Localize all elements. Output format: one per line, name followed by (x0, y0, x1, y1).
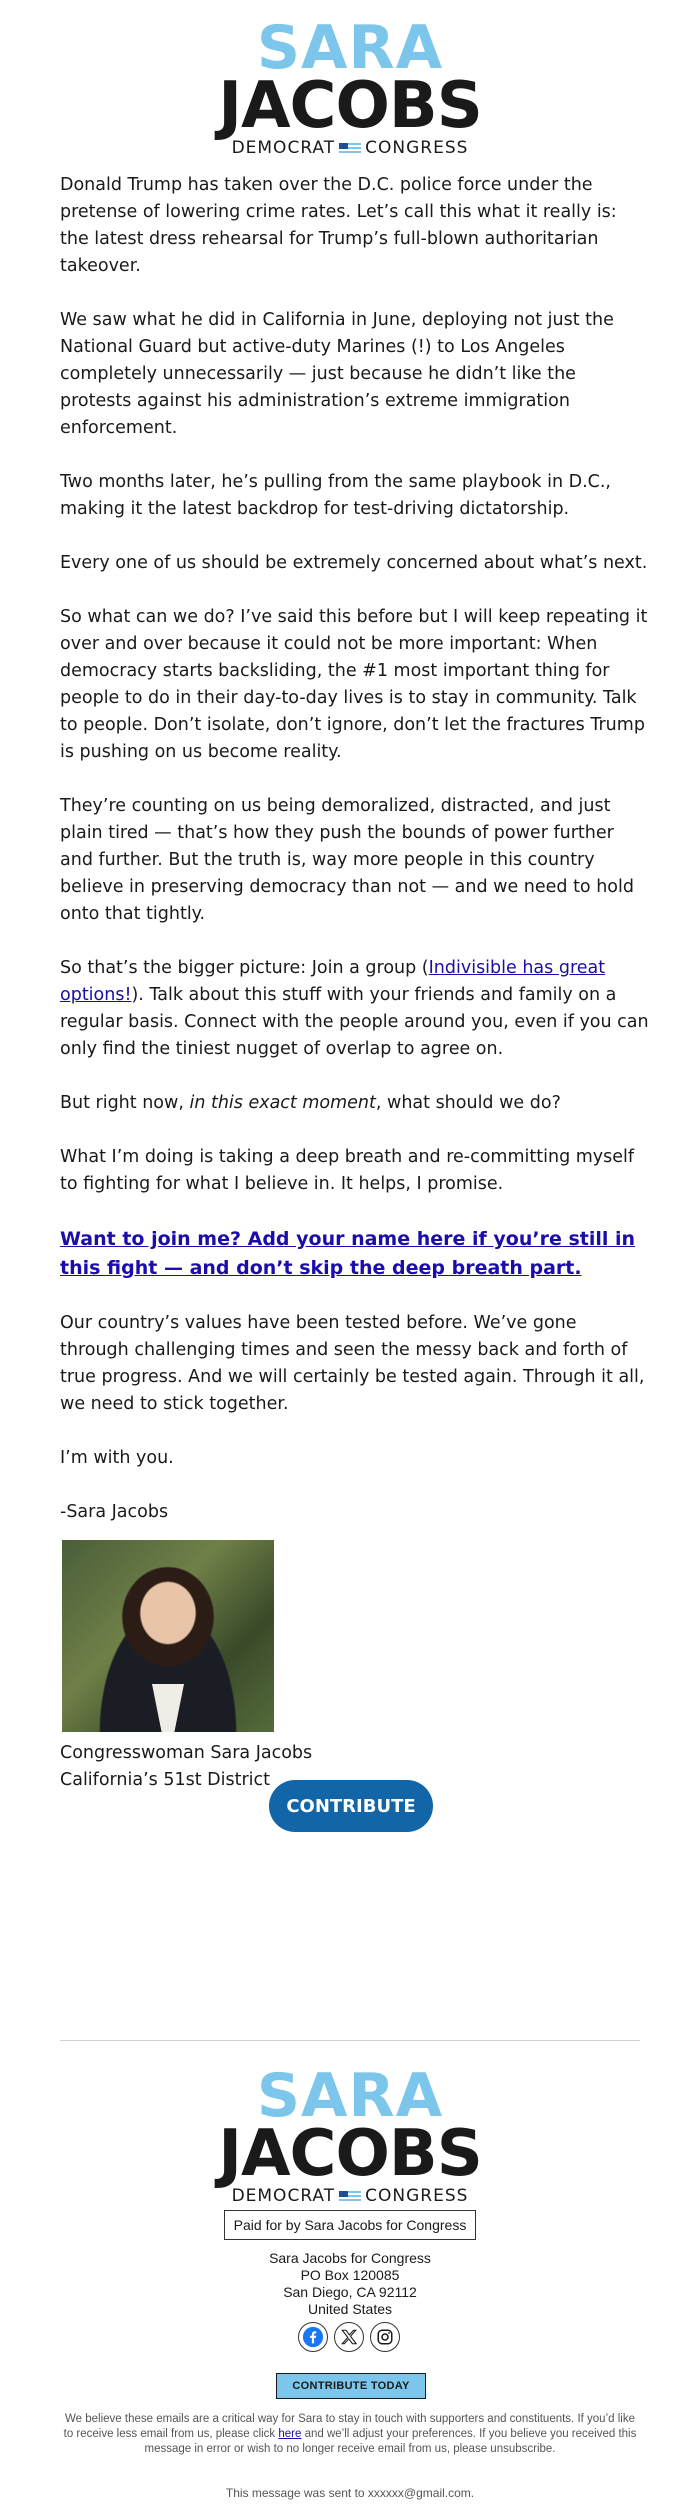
logo-tagline (0, 140, 700, 157)
note-start: We believe these emails are a critical way for Sara to stay in touch with supporters and constituents. If you’d like to receive less email from us, please click (63, 2413, 635, 2440)
contribute-today-button[interactable]: CONTRIBUTE TODAY (276, 2373, 426, 2399)
note-end: and we’ll adjust your preferences. If you believe you received this message in error or wish to no longer receive email from us, please unsubscribe. (144, 2428, 637, 2455)
address-line: United States (307, 2301, 393, 2317)
paragraph-1: Donald Trump has taken over the D.C. police force under the pretense of lowering crime rates. Let’s call this what it really is: the latest dress rehearsal for Trump’s full-blown authoritarian takeover. (60, 175, 617, 276)
paragraph-4: Every one of us should be extremely concerned about what’s next. (60, 553, 648, 573)
logo-left-word: DEMOCRAT (231, 138, 336, 158)
footer-logo[interactable] (0, 2061, 700, 2206)
instagram-icon[interactable] (370, 2322, 400, 2352)
caption-name: Congresswoman Sara Jacobs (60, 1743, 313, 1763)
paragraph-5: So what can we do? I’ve said this before but I will keep repeating it over and over because it could not be more important: When democracy starts backsliding, the #1 most important thing for people to do in their day-to-day lives is to stay in community. Talk to people. Don’t isolate, don’t ignore, don’t let the fractures Trump is pushing on us become reality. (60, 607, 648, 762)
sent-to-label: This message was sent to (225, 2486, 368, 2500)
x-icon[interactable] (334, 2322, 364, 2352)
contribute-button[interactable]: CONTRIBUTE (269, 1780, 433, 1832)
add-name-link[interactable]: Want to join me? Add your name here if you’re still in this fight — and don’t skip the deep breath part. (60, 1228, 636, 1279)
paragraph-10: Our country’s values have been tested before. We’ve gone through challenging times and seen the messy back and forth of true progress. And we will certainly be tested again. Through it all, we need to stick together. (60, 1313, 645, 1414)
indivisible-link[interactable]: Indivisible has great options! (60, 958, 606, 1005)
flag-icon (339, 2191, 361, 2203)
email-preferences-note (60, 2412, 640, 2457)
paragraph-7 (60, 955, 650, 1063)
footer-logo-left-word: DEMOCRAT (231, 2186, 336, 2206)
footer-logo-first-name: SARA (256, 2061, 444, 2131)
address-line: San Diego, CA 92112 (283, 2284, 417, 2300)
paragraph-8-start: But right now, (60, 1093, 190, 1113)
paragraph-11: I’m with you. (60, 1448, 174, 1468)
signature: -Sara Jacobs (60, 1502, 169, 1522)
recipient-email: xxxxxx@gmail.com. (367, 2486, 475, 2500)
flag-icon (339, 143, 361, 155)
caption-district: California’s 51st District (60, 1770, 271, 1790)
header-logo[interactable] (0, 13, 700, 158)
paragraph-9: What I’m doing is taking a deep breath and re-committing myself to fighting for what I believe in. It helps, I promise. (60, 1147, 635, 1194)
sent-to-line (0, 2486, 700, 2500)
email-body (60, 172, 650, 1794)
footer-logo-right-word: CONGRESS (365, 2186, 469, 2206)
logo-right-word: CONGRESS (365, 138, 469, 158)
footer-logo-last-name: JACOBS (218, 2117, 482, 2191)
paid-for-disclaimer: Paid for by Sara Jacobs for Congress (224, 2210, 476, 2240)
address-line: PO Box 120085 (300, 2267, 400, 2283)
paragraph-8-end: , what should we do? (375, 1093, 561, 1113)
paragraph-8 (60, 1090, 650, 1117)
paragraph-6: They’re counting on us being demoralized, distracted, and just plain tired — that’s how they push the bounds of power further and further. But the truth is, way more people in this country believe in preserving democracy than not — and we need to hold onto that tightly. (60, 796, 634, 924)
paragraph-7-start: So that’s the bigger picture: Join a group ( (60, 958, 429, 978)
paragraph-7-end: ). Talk about this stuff with your friends and family on a regular basis. Connect with the people around you, even if you can only find the tiniest nugget of overlap to agree on. (60, 985, 649, 1059)
footer-logo-tagline (0, 2188, 700, 2205)
portrait-photo (62, 1540, 274, 1732)
logo-last-name: JACOBS (218, 69, 482, 143)
mailing-address (0, 2250, 700, 2318)
social-links (298, 2322, 400, 2352)
facebook-icon[interactable] (298, 2322, 328, 2352)
paragraph-8-emphasis: in this exact moment (189, 1093, 376, 1113)
address-line: Sara Jacobs for Congress (269, 2250, 431, 2266)
preferences-link[interactable]: here (278, 2428, 302, 2440)
footer-divider (60, 2040, 640, 2041)
paragraph-2: We saw what he did in California in June, deploying not just the National Guard but active-duty Marines (!) to Los Angeles completely unnecessarily — just because he didn’t like the protests against his administration’s extreme immigration enforcement. (60, 310, 614, 438)
paragraph-3: Two months later, he’s pulling from the same playbook in D.C., making it the latest backdrop for test-driving dictatorship. (60, 472, 611, 519)
logo-first-name: SARA (256, 13, 444, 83)
